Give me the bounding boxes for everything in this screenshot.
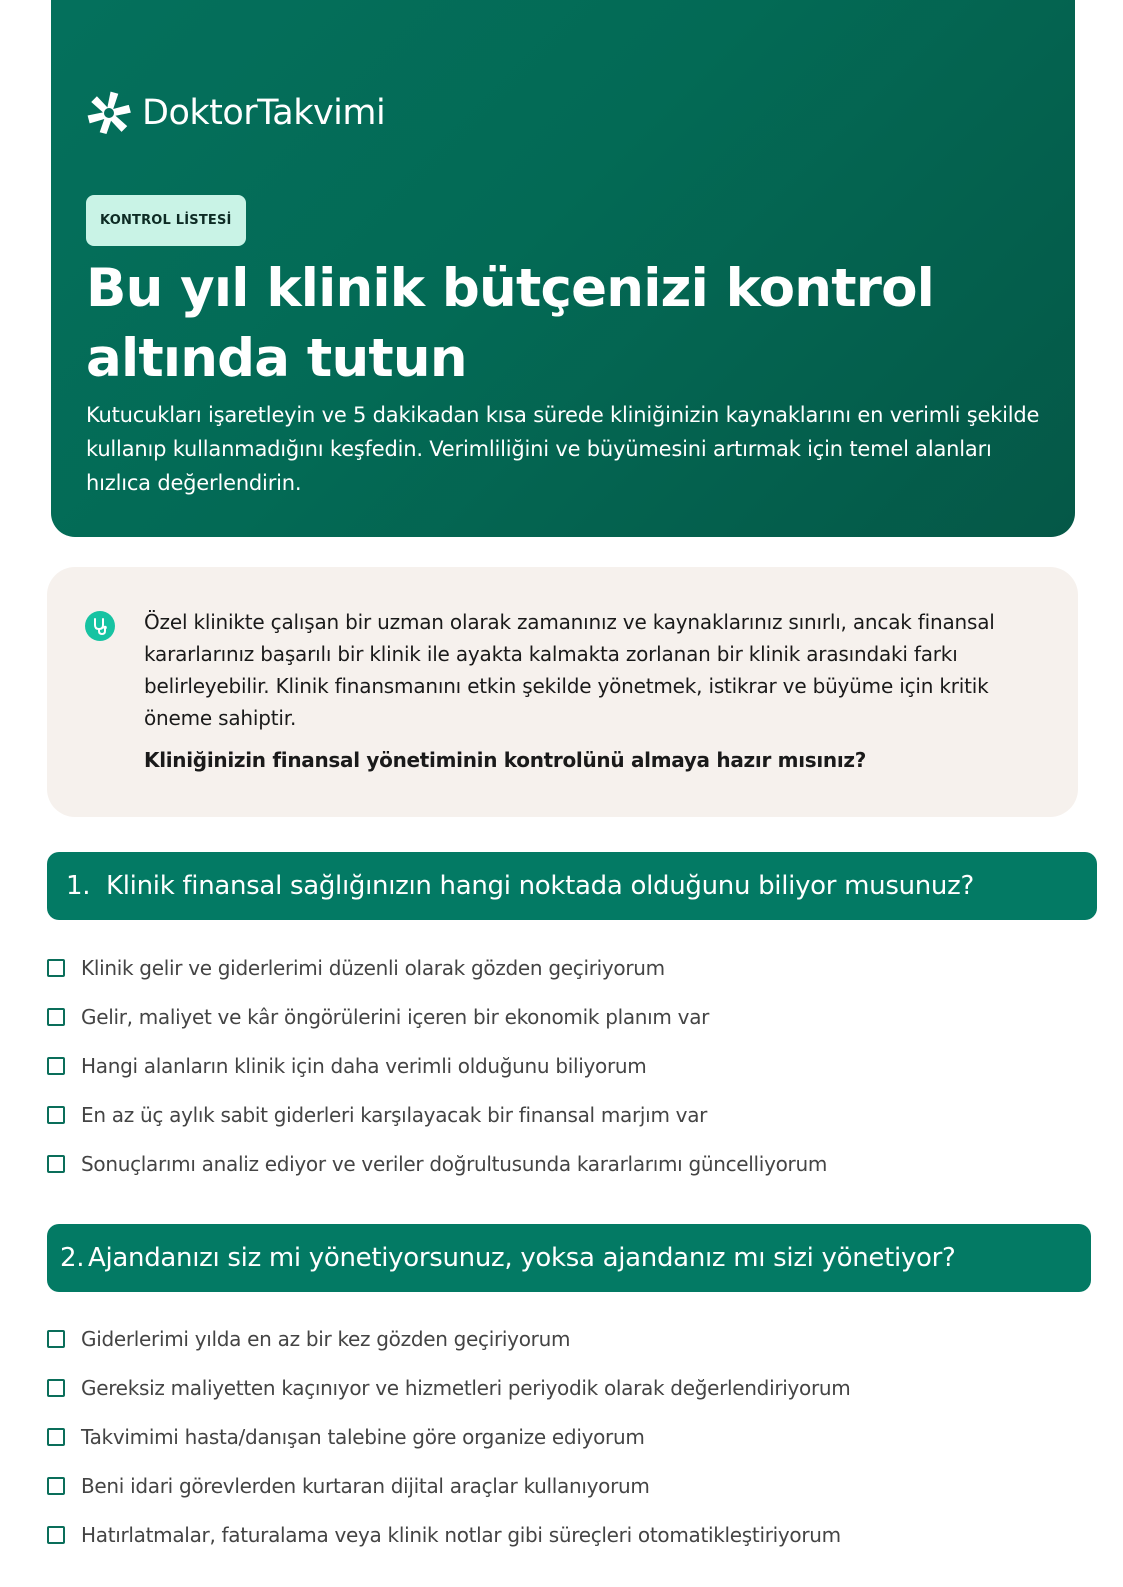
- checkbox[interactable]: [47, 1477, 65, 1495]
- checklist-item-label: Gereksiz maliyetten kaçınıyor ve hizmetleri periyodik olarak değerlendiriyorum: [81, 1375, 851, 1400]
- checklist-badge: KONTROL LİSTESİ: [86, 195, 246, 246]
- checklist-item-label: Klinik gelir ve giderlerimi düzenli olarak gözden geçiriyorum: [81, 955, 665, 980]
- checklist-item[interactable]: [47, 1461, 1078, 1510]
- section-header-1: [47, 852, 1097, 920]
- checkbox[interactable]: [47, 1155, 65, 1173]
- checkbox[interactable]: [47, 1330, 65, 1348]
- brand-name: DoktorTakvimi: [142, 93, 386, 133]
- checklist-item-label: Sonuçlarımı analiz ediyor ve veriler doğrultusunda kararlarımı güncelliyorum: [81, 1151, 828, 1176]
- intro-card: [47, 567, 1078, 817]
- intro-question: Kliniğinizin finansal yönetiminin kontrolünü almaya hazır mısınız?: [144, 748, 867, 772]
- intro-text: Özel klinikte çalışan bir uzman olarak zamanınız ve kaynaklarınız sınırlı, ancak finansal kararlarınız başarılı bir klinik ile ayakta kalmakta zorlanan bir klinik arasındaki farkı belirleyebilir. Klinik finansmanını etkin şekilde yönetmek, istikrar ve büyüme için kritik öneme sahiptir.: [144, 610, 995, 730]
- checklist-item[interactable]: [47, 943, 1078, 992]
- section-header-2: [47, 1224, 1091, 1292]
- checklist-item-label: Takvimimi hasta/danışan talebine göre organize ediyorum: [81, 1424, 645, 1449]
- checklist-item[interactable]: [47, 1363, 1078, 1412]
- checkbox[interactable]: [47, 1526, 65, 1544]
- section-title: Klinik finansal sağlığınızın hangi noktada olduğunu biliyor musunuz?: [106, 871, 974, 901]
- checkbox[interactable]: [47, 1008, 65, 1026]
- checklist-item[interactable]: [47, 1090, 1078, 1139]
- checklist-item[interactable]: [47, 1314, 1078, 1363]
- checklist-item-label: Hatırlatmalar, faturalama veya klinik notlar gibi süreçleri otomatikleştiriyorum: [81, 1522, 841, 1547]
- checkbox[interactable]: [47, 1106, 65, 1124]
- checklist-item[interactable]: [47, 992, 1078, 1041]
- doctor-star-icon: [86, 90, 132, 136]
- checklist-1: [47, 943, 1078, 1188]
- checklist-item[interactable]: [47, 1041, 1078, 1090]
- checklist-2: [47, 1314, 1078, 1559]
- checklist-item[interactable]: [47, 1139, 1078, 1188]
- stethoscope-icon: [85, 611, 115, 641]
- checklist-item[interactable]: [47, 1510, 1078, 1559]
- checkbox[interactable]: [47, 959, 65, 977]
- checkbox[interactable]: [47, 1379, 65, 1397]
- brand-logo[interactable]: [86, 90, 385, 136]
- page-title: Bu yıl klinik bütçenizi kontrol altında tutun: [86, 258, 935, 389]
- checklist-item-label: Giderlerimi yılda en az bir kez gözden geçiriyorum: [81, 1326, 571, 1351]
- checklist-item-label: Hangi alanların klinik için daha verimli olduğunu biliyorum: [81, 1053, 647, 1078]
- checkbox[interactable]: [47, 1428, 65, 1446]
- section-number: 1.: [66, 871, 91, 901]
- checklist-item-label: Beni idari görevlerden kurtaran dijital araçlar kullanıyorum: [81, 1473, 650, 1498]
- section-title: Ajandanızı siz mi yönetiyorsunuz, yoksa ajandanız mı sizi yönetiyor?: [88, 1243, 956, 1273]
- checklist-item-label: Gelir, maliyet ve kâr öngörülerini içeren bir ekonomik planım var: [81, 1004, 710, 1029]
- page-description: Kutucukları işaretleyin ve 5 dakikadan kısa sürede kliniğinizin kaynaklarını en verimli şekilde kullanıp kullanmadığını keşfedin. Verimliliğini ve büyümesini artırmak için temel alanları hızlıca değerlendirin.: [86, 403, 1040, 495]
- checkbox[interactable]: [47, 1057, 65, 1075]
- checklist-item-label: En az üç aylık sabit giderleri karşılayacak bir finansal marjım var: [81, 1102, 708, 1127]
- checklist-item[interactable]: [47, 1412, 1078, 1461]
- section-number: 2.: [60, 1243, 85, 1273]
- hero-banner: [51, 0, 1075, 537]
